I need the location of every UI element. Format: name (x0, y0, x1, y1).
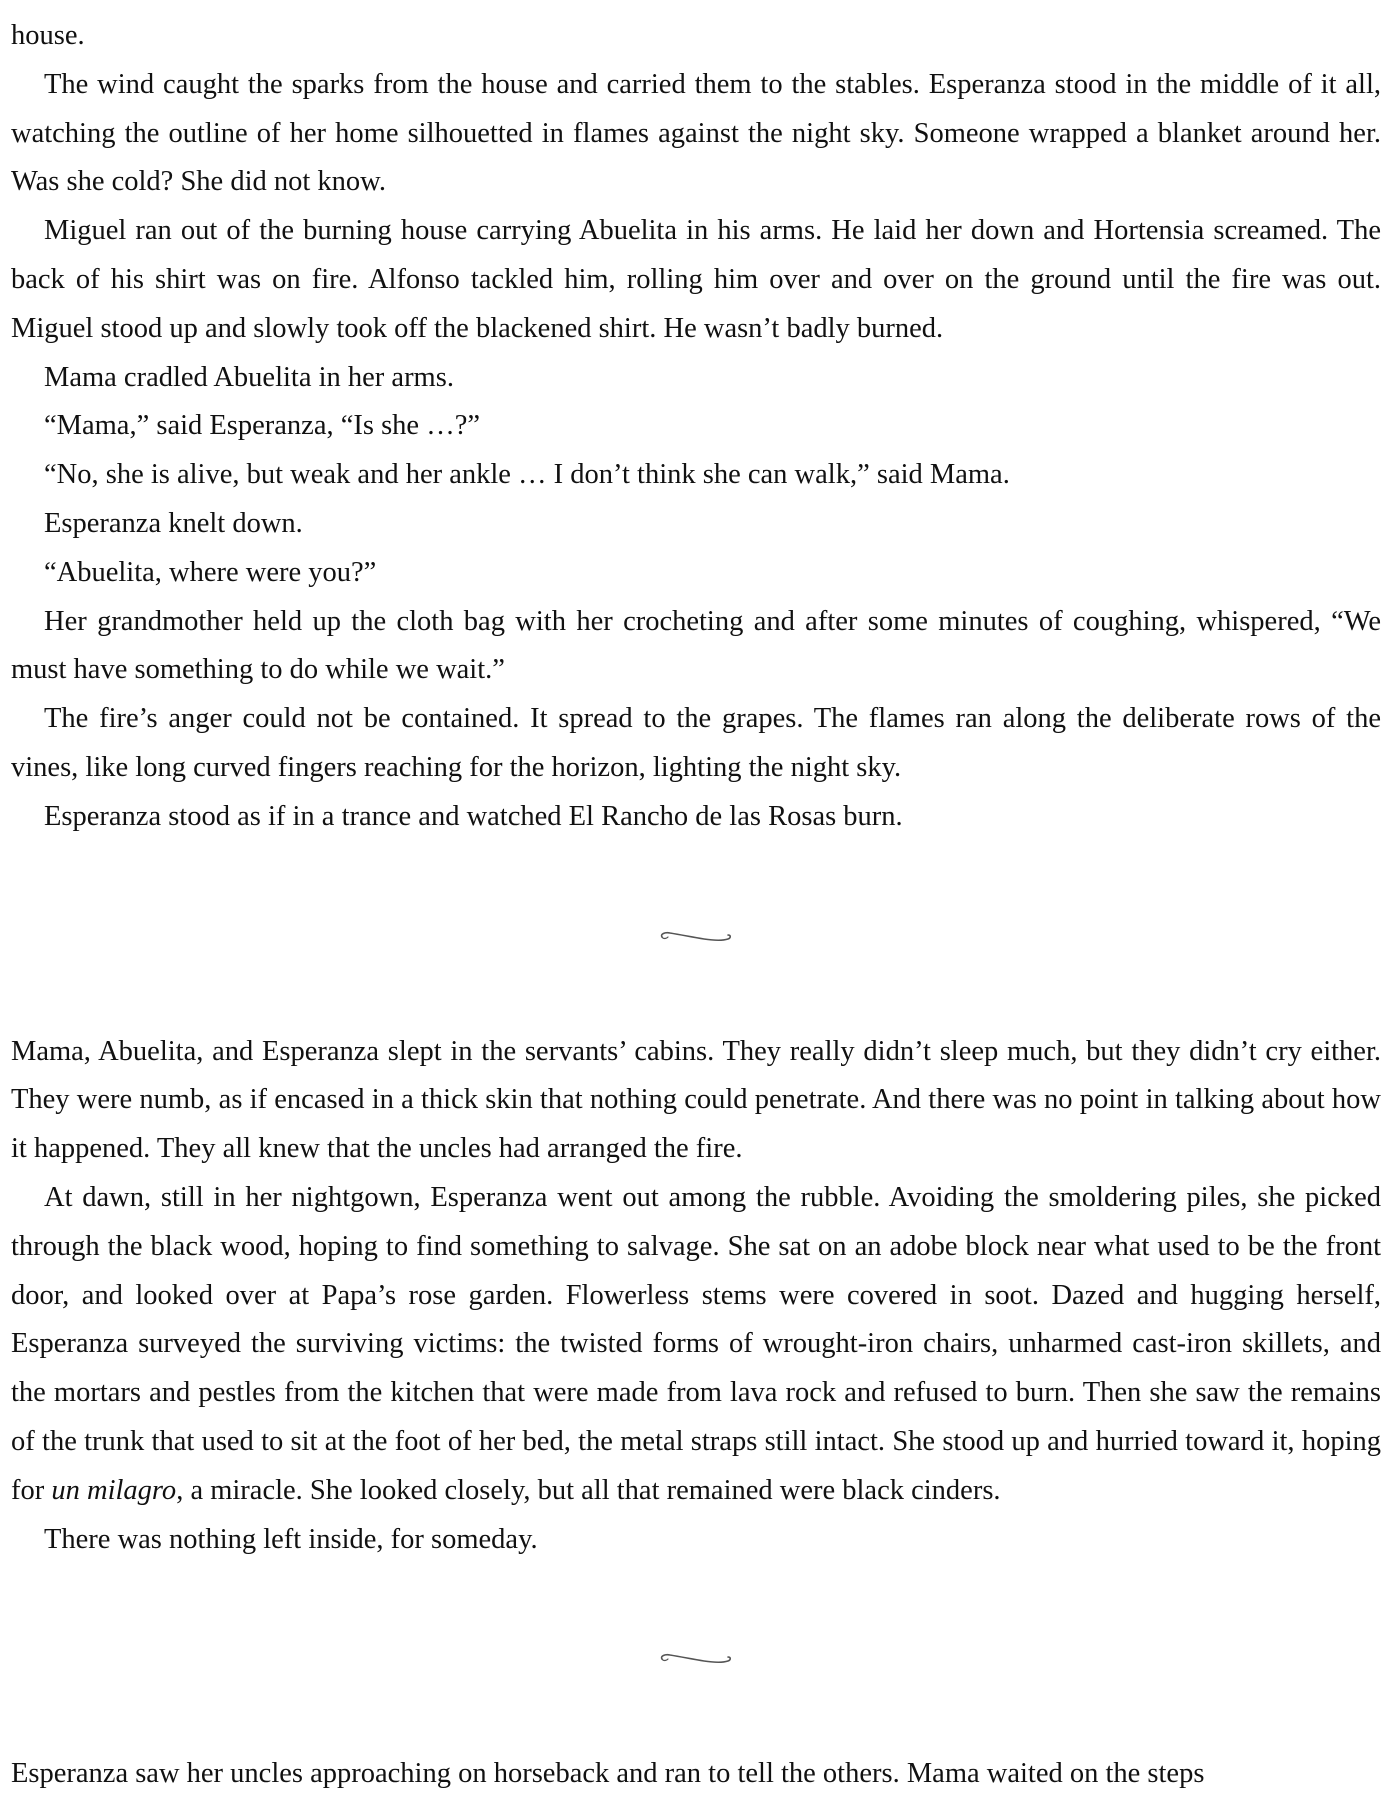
paragraph-text: At dawn, still in her nightgown, Esperanza went out among the rubble. Avoiding the smoldering piles, she picked through the black wood, hoping to find something to salvage. She sat on an adobe block near what used to be the front door, and looked over at Papa’s rose garden. Flowerless stems were covered in soot. Dazed and hugging herself, Esperanza surveyed the surviving victims: the twisted forms of wrought-iron chairs, unharmed cast-iron skillets, and the mortars and pestles from the kitchen that were made from lava rock and refused to burn. Then she saw the remains of the trunk that used to sit at the foot of her bed, the metal straps still intact. She stood up and hurried toward it, hoping for (11, 1181, 1381, 1506)
swash-ornament-icon (656, 1647, 736, 1667)
paragraph: Esperanza stood as if in a trance and watched El Rancho de las Rosas burn. (44, 800, 903, 832)
paragraph: Mama, Abuelita, and Esperanza slept in the servants’ cabins. They really didn’t sleep much, but they didn’t cry either. They were numb, as if encased in a thick skin that nothing could penetrate. And there was no point in talking about how it happened. They all knew that the uncles had arranged the fire. (11, 1035, 1381, 1165)
paragraph: Miguel ran out of the burning house carrying Abuelita in his arms. He laid her down and Hortensia screamed. The back of his shirt was on fire. Alfonso tackled him, rolling him over and over on the ground until the fire was out. Miguel stood up and slowly took off the blackened shirt. He wasn’t badly burned. (11, 215, 1381, 344)
paragraph: Mama cradled Abuelita in her arms. (44, 361, 454, 393)
book-page (11, 12, 1381, 1799)
paragraph: “No, she is alive, but weak and her ankle … I don’t think she can walk,” said Mama. (44, 459, 1010, 491)
paragraph: “Mama,” said Esperanza, “Is she …?” (44, 410, 481, 442)
paragraph: The fire’s anger could not be contained. It spread to the grapes. The flames ran along the deliberate rows of the vines, like long curved fingers reaching for the horizon, lighting the night sky. (11, 703, 1381, 783)
paragraph: house. (11, 20, 85, 51)
section-break (11, 842, 1381, 1028)
paragraph: The wind caught the sparks from the house and carried them to the stables. Esperanza stood in the middle of it all, watching the outline of her home silhouetted in flames against the night sky. Someone wrapped a blanket around her. Was she cold? She did not know. (11, 68, 1381, 198)
paragraph: Esperanza knelt down. (44, 507, 303, 539)
paragraph: There was nothing left inside, for someday. (44, 1523, 538, 1555)
paragraph: Her grandmother held up the cloth bag with her crocheting and after some minutes of coughing, whispered, “We must have something to do while we wait.” (11, 605, 1381, 686)
paragraph-text: , a miracle. She looked closely, but all that remained were black cinders. (176, 1474, 1001, 1506)
paragraph (11, 1174, 1381, 1516)
paragraph: “Abuelita, where were you?” (44, 556, 377, 588)
swash-ornament-icon (656, 925, 736, 945)
italic-phrase: un milagro (51, 1474, 177, 1506)
paragraph: Esperanza saw her uncles approaching on horseback and ran to tell the others. Mama waited on the steps (11, 1758, 1205, 1790)
section-break (11, 1564, 1381, 1750)
